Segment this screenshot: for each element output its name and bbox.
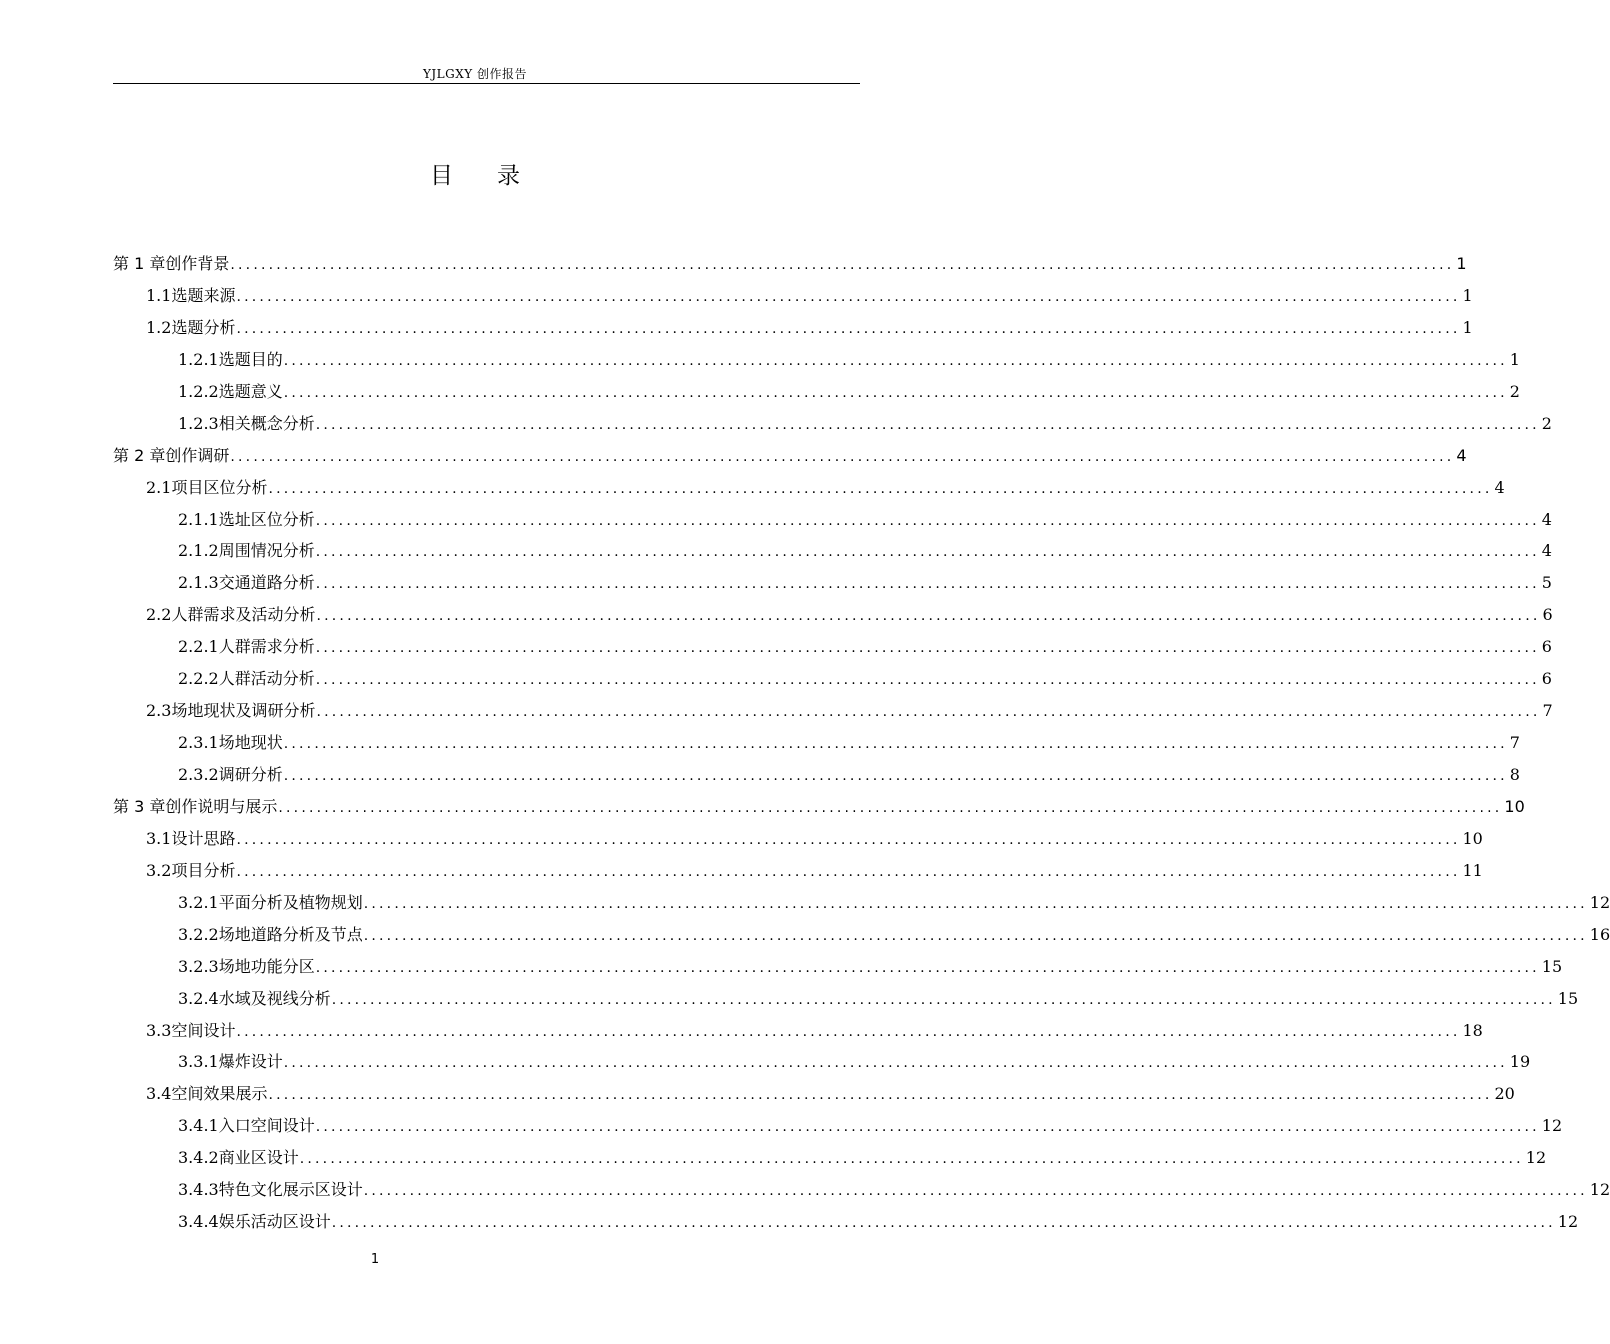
toc-entry[interactable] bbox=[113, 504, 1552, 536]
toc-entry[interactable] bbox=[113, 631, 1552, 663]
toc-entry-page: 4 bbox=[1541, 509, 1552, 529]
toc-entry-page: 2 bbox=[1541, 413, 1552, 433]
toc-entry-title: 空间效果展示 bbox=[171, 1084, 268, 1104]
toc-entry-number: 2.2.1 bbox=[178, 637, 219, 657]
toc-title-char-1: 目 bbox=[430, 163, 453, 189]
toc-entry-title: 场地现状 bbox=[218, 733, 283, 753]
toc-entry-title: 选题来源 bbox=[171, 285, 236, 305]
toc-entry-page: 12 bbox=[1525, 1148, 1547, 1168]
toc-entry-title: 创作调研 bbox=[165, 445, 230, 465]
dot-leader: ................................................................................................................................................................ bbox=[230, 257, 1455, 273]
dot-leader: ................................................................................................................................................................ bbox=[236, 288, 1461, 305]
toc-entry[interactable] bbox=[113, 440, 1467, 472]
toc-entry-title: 人群活动分析 bbox=[218, 669, 315, 689]
dot-leader: ................................................................................................................................................................ bbox=[315, 544, 1540, 561]
dot-leader: ................................................................................................................................................................ bbox=[315, 672, 1540, 689]
toc-entry-title: 特色文化展示区设计 bbox=[218, 1180, 363, 1200]
toc-entry-number: 2.1.1 bbox=[178, 509, 219, 529]
toc-entry-title: 场地功能分区 bbox=[218, 956, 315, 976]
toc-entry[interactable] bbox=[113, 855, 1483, 887]
toc-entry-page: 10 bbox=[1504, 796, 1525, 816]
toc-entry-number: 3.1 bbox=[146, 828, 172, 848]
toc-entry[interactable] bbox=[113, 727, 1520, 759]
toc-entry-number: 1.2.1 bbox=[178, 349, 219, 369]
dot-leader: ................................................................................................................................................................ bbox=[363, 895, 1588, 912]
dot-leader: ................................................................................................................................................................ bbox=[315, 576, 1540, 593]
toc-entry-number: 1.2.3 bbox=[178, 413, 219, 433]
toc-entry[interactable] bbox=[113, 1174, 1610, 1206]
toc-entry-number: 3.2.2 bbox=[178, 924, 219, 944]
toc-title-char-2: 录 bbox=[497, 163, 520, 189]
toc-entry-page: 6 bbox=[1541, 669, 1552, 689]
toc-entry-title: 创作说明与展示 bbox=[165, 796, 278, 816]
toc-entry-page: 6 bbox=[1541, 637, 1552, 657]
toc-entry[interactable] bbox=[113, 1015, 1483, 1047]
toc-entry-title: 商业区设计 bbox=[218, 1148, 299, 1168]
toc-entry-number: 1.2 bbox=[146, 317, 172, 337]
toc-entry-number: 3.3 bbox=[146, 1020, 172, 1040]
toc-entry-title: 创作背景 bbox=[165, 254, 230, 273]
toc-entry-number: 1.2.2 bbox=[178, 381, 219, 401]
toc-entry-title: 水域及视线分析 bbox=[218, 988, 331, 1008]
toc-entry-page: 15 bbox=[1557, 988, 1579, 1008]
dot-leader: ................................................................................................................................................................ bbox=[283, 352, 1508, 369]
toc-entry-number: 第 3 章 bbox=[113, 796, 166, 816]
toc-entry-title: 相关概念分析 bbox=[218, 413, 315, 433]
toc-entry-number: 3.3.1 bbox=[178, 1052, 219, 1072]
toc-entry-number: 2.3.1 bbox=[178, 733, 219, 753]
toc-entry-page: 19 bbox=[1509, 1052, 1531, 1072]
toc-entry-title: 项目区位分析 bbox=[171, 477, 268, 497]
toc-entry-title: 调研分析 bbox=[218, 765, 283, 784]
toc-entry-title: 空间设计 bbox=[171, 1020, 236, 1040]
dot-leader: ................................................................................................................................................................ bbox=[315, 959, 1540, 976]
dot-leader: ................................................................................................................................................................ bbox=[315, 416, 1540, 433]
toc-entry-number: 3.4 bbox=[146, 1084, 172, 1104]
toc-entry-title: 场地现状及调研分析 bbox=[171, 701, 316, 721]
toc-entry-page: 12 bbox=[1589, 1180, 1610, 1200]
toc-entry[interactable] bbox=[113, 376, 1520, 408]
toc-entry-page: 4 bbox=[1541, 541, 1552, 561]
toc-entry-page: 15 bbox=[1541, 956, 1563, 976]
toc-entry-title: 选址区位分析 bbox=[218, 509, 315, 529]
toc-entry-title: 设计思路 bbox=[171, 828, 236, 848]
toc-entry-title: 选题目的 bbox=[218, 349, 283, 369]
toc-entry-title: 娱乐活动区设计 bbox=[218, 1212, 331, 1232]
toc-entry-page: 16 bbox=[1589, 924, 1610, 944]
toc-entry-number: 第 1 章 bbox=[113, 254, 166, 273]
dot-leader: ................................................................................................................................................................ bbox=[315, 1119, 1540, 1136]
toc-entry-page: 12 bbox=[1589, 892, 1610, 912]
toc-entry-title: 场地道路分析及节点 bbox=[218, 924, 363, 944]
toc-entry-number: 2.3 bbox=[146, 701, 172, 721]
dot-leader: ................................................................................................................................................................ bbox=[268, 1087, 1493, 1104]
toc-entry-number: 2.2 bbox=[146, 605, 172, 625]
toc-entry[interactable] bbox=[113, 695, 1553, 727]
toc-entry-page: 1 bbox=[1462, 317, 1473, 337]
toc-entry-page: 5 bbox=[1541, 573, 1552, 593]
toc-entry[interactable] bbox=[113, 791, 1525, 823]
toc-entry-page: 1 bbox=[1462, 285, 1473, 305]
toc-entry-page: 4 bbox=[1494, 477, 1505, 497]
toc-entry[interactable] bbox=[113, 1046, 1531, 1078]
toc-entry-page: 18 bbox=[1462, 1020, 1483, 1040]
toc-entry-title: 人群需求分析 bbox=[218, 637, 315, 657]
dot-leader: ................................................................................................................................................................ bbox=[236, 863, 1461, 880]
toc-entry-page: 6 bbox=[1542, 605, 1553, 625]
toc-entry[interactable] bbox=[113, 280, 1473, 312]
toc-entry-title: 周围情况分析 bbox=[218, 541, 315, 561]
toc-entry[interactable] bbox=[113, 951, 1563, 983]
dot-leader: ................................................................................................................................................................ bbox=[268, 480, 1493, 497]
toc-entry-page: 11 bbox=[1462, 860, 1483, 880]
toc-entry[interactable] bbox=[113, 1206, 1579, 1238]
dot-leader: ................................................................................................................................................................ bbox=[299, 1151, 1524, 1168]
dot-leader: ................................................................................................................................................................ bbox=[363, 927, 1588, 944]
toc-entry[interactable] bbox=[113, 472, 1505, 504]
toc-entry-title: 交通道路分析 bbox=[218, 573, 315, 593]
toc-entry-page: 1 bbox=[1509, 349, 1520, 369]
toc-entry-number: 1.1 bbox=[146, 285, 172, 305]
dot-leader: ................................................................................................................................................................ bbox=[236, 1023, 1461, 1040]
dot-leader: ................................................................................................................................................................ bbox=[316, 704, 1541, 721]
dot-leader: ................................................................................................................................................................ bbox=[315, 512, 1540, 529]
toc-entry[interactable] bbox=[113, 1110, 1563, 1142]
dot-leader: ................................................................................................................................................................ bbox=[316, 608, 1541, 625]
toc-entry-number: 3.4.2 bbox=[178, 1148, 219, 1168]
toc-entry[interactable] bbox=[113, 535, 1552, 567]
toc-entry[interactable] bbox=[113, 408, 1552, 440]
toc-entry-number: 3.4.4 bbox=[178, 1212, 219, 1232]
toc-entry[interactable] bbox=[113, 887, 1610, 919]
dot-leader: ................................................................................................................................................................ bbox=[283, 384, 1508, 401]
toc-entry-title: 选题分析 bbox=[171, 317, 236, 337]
toc-entry[interactable] bbox=[113, 248, 1467, 280]
toc-entry[interactable] bbox=[113, 599, 1553, 631]
page-number: 1 bbox=[370, 1252, 380, 1267]
toc-entry-number: 3.2.1 bbox=[178, 892, 219, 912]
toc-entry-title: 项目分析 bbox=[171, 860, 236, 880]
toc-entry[interactable] bbox=[113, 567, 1552, 599]
toc-entry-page: 7 bbox=[1542, 701, 1553, 721]
toc-entry-page: 7 bbox=[1509, 733, 1520, 753]
dot-leader: ................................................................................................................................................................ bbox=[363, 1183, 1588, 1200]
toc-entry[interactable] bbox=[113, 663, 1552, 695]
dot-leader: ................................................................................................................................................................ bbox=[283, 768, 1508, 784]
dot-leader: ................................................................................................................................................................ bbox=[278, 799, 1503, 816]
toc-entry-title: 平面分析及植物规划 bbox=[218, 892, 363, 912]
dot-leader: ................................................................................................................................................................ bbox=[283, 1055, 1508, 1072]
toc-entry-title: 入口空间设计 bbox=[218, 1116, 315, 1136]
toc-entry-title: 爆炸设计 bbox=[218, 1052, 283, 1072]
toc-entry-title: 人群需求及活动分析 bbox=[171, 605, 316, 625]
toc-entry-page: 12 bbox=[1557, 1212, 1579, 1232]
toc-entry[interactable] bbox=[113, 312, 1473, 344]
toc-entry-number: 3.2.4 bbox=[178, 988, 219, 1008]
toc-entry-page: 20 bbox=[1494, 1084, 1515, 1104]
toc-entry-number: 3.4.1 bbox=[178, 1116, 219, 1136]
toc-entry[interactable] bbox=[113, 823, 1483, 855]
toc-entry[interactable] bbox=[113, 344, 1520, 376]
running-header: YJLGXY 创作报告 bbox=[422, 67, 528, 81]
toc-entry-page: 2 bbox=[1509, 381, 1520, 401]
dot-leader: ................................................................................................................................................................ bbox=[236, 320, 1461, 337]
dot-leader: ................................................................................................................................................................ bbox=[315, 640, 1540, 657]
toc-entry-number: 3.2.3 bbox=[178, 956, 219, 976]
toc-entry-page: 8 bbox=[1509, 765, 1520, 784]
toc-entry[interactable] bbox=[113, 983, 1579, 1015]
toc-entry-number: 3.2 bbox=[146, 860, 172, 880]
toc-entry-number: 2.2.2 bbox=[178, 669, 219, 689]
dot-leader: ................................................................................................................................................................ bbox=[331, 991, 1556, 1008]
toc-entry-number: 2.1 bbox=[146, 477, 172, 497]
toc-entry-title: 选题意义 bbox=[218, 381, 283, 401]
toc-entry-page: 4 bbox=[1456, 445, 1467, 465]
dot-leader: ................................................................................................................................................................ bbox=[230, 448, 1455, 465]
toc-entry[interactable] bbox=[113, 1142, 1547, 1174]
dot-leader: ................................................................................................................................................................ bbox=[236, 831, 1461, 848]
toc-entry-number: 3.4.3 bbox=[178, 1180, 219, 1200]
toc-entry[interactable] bbox=[113, 759, 1520, 791]
toc-entry-page: 10 bbox=[1462, 828, 1483, 848]
toc-entry-number: 2.3.2 bbox=[178, 765, 219, 784]
header-rule bbox=[113, 83, 860, 84]
dot-leader: ................................................................................................................................................................ bbox=[283, 736, 1508, 753]
toc-entry-page: 12 bbox=[1541, 1116, 1563, 1136]
dot-leader: ................................................................................................................................................................ bbox=[331, 1215, 1556, 1232]
toc-title bbox=[0, 160, 950, 192]
toc-entry-number: 2.1.3 bbox=[178, 573, 219, 593]
toc-entry-number: 2.1.2 bbox=[178, 541, 219, 561]
table-of-contents bbox=[113, 248, 1610, 1238]
toc-entry-page: 1 bbox=[1456, 254, 1467, 273]
toc-entry[interactable] bbox=[113, 919, 1610, 951]
toc-entry[interactable] bbox=[113, 1078, 1515, 1110]
toc-entry-number: 第 2 章 bbox=[113, 445, 166, 465]
